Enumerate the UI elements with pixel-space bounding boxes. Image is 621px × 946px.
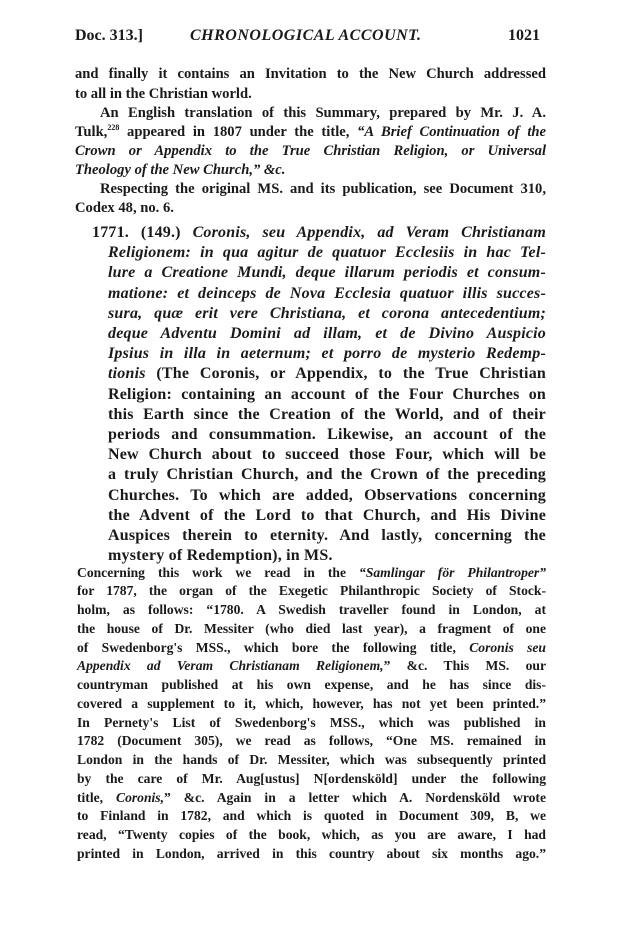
text-segment: a truly Christian Church, and the Crown of the preceding: [108, 466, 546, 484]
text-line: [77, 789, 546, 808]
text-line: [100, 180, 546, 199]
text-line: [77, 676, 546, 695]
text-line: [108, 425, 546, 445]
text-line: [77, 770, 546, 789]
text-line: [75, 161, 546, 180]
text-line: [108, 445, 546, 465]
text-line: [75, 85, 546, 104]
text-segment: London in the hands of Dr. Messiter, which was subsequently printed: [77, 752, 546, 768]
text-segment: periods and consummation. Likewise, an account of the: [108, 425, 546, 443]
text-segment: printed in London, arrived in this country about six months ago.”: [77, 845, 546, 861]
page-number: 1021: [508, 27, 540, 44]
text-segment: holm, as follows: “1780. A Swedish traveller found in London, at: [77, 602, 546, 618]
italic-text: Coronis seu: [469, 639, 546, 655]
italic-text: “A Brief Continuation of the: [357, 123, 546, 140]
text-segment: appeared in 1807 under the title,: [119, 123, 358, 140]
text-line: [77, 714, 546, 733]
text-segment: countryman published at his own expense, and he has since dis-: [77, 677, 546, 693]
text-line: [108, 405, 546, 425]
text-line: [77, 564, 546, 583]
text-line: [77, 582, 546, 601]
text-line: [108, 486, 546, 506]
text-line: [77, 639, 546, 658]
italic-text: Crown or Appendix to the True Christian Religion, or Universal: [75, 142, 546, 159]
text-line: [108, 243, 546, 263]
text-segment: to Finland in 1782, and which is quoted in Document 309, B, we: [77, 808, 546, 824]
text-segment: read, “Twenty copies of the book, which, as you are aware, I had: [77, 827, 546, 843]
text-line: [108, 506, 546, 526]
text-segment: Concerning this work we read in the: [77, 564, 360, 580]
italic-text: matione: et deinceps de Nova Ecclesia quatuor illis succes-: [108, 284, 546, 302]
text-line: [77, 732, 546, 751]
running-head-title: CHRONOLOGICAL ACCOUNT.: [190, 27, 422, 44]
text-segment: (The Coronis, or Appendix, to the True Christian: [145, 365, 546, 383]
italic-text: deque Adventu Domini ad illam, et de Divino Auspicio: [108, 324, 546, 342]
text-segment: Codex 48, no. 6.: [75, 200, 174, 217]
text-segment: ” &c. This MS. our: [383, 658, 546, 674]
text-segment: 1782 (Document 305), we read as follows, “One MS. remained in: [77, 733, 546, 749]
text-line: [75, 199, 546, 218]
text-line: [108, 263, 546, 283]
text-line: [100, 104, 546, 123]
text-segment: title,: [77, 789, 117, 805]
text-segment: Auspices therein to eternity. And lastly, concerning the: [108, 526, 546, 544]
text-segment: by the care of Mr. Aug[ustus] N[ordensköld] under the following: [77, 770, 546, 786]
italic-text: tionis: [108, 365, 146, 383]
text-line: [108, 465, 546, 485]
italic-text: Religionem: in qua agitur de quatuor Ecclesiis in hac Tel-: [108, 244, 546, 262]
text-segment: covered a supplement to it, which, however, has not yet been printed.”: [77, 695, 546, 711]
text-line: [75, 65, 546, 84]
text-line: [77, 695, 546, 714]
text-line: [108, 284, 546, 304]
text-segment: In Pernety's List of Swedenborg's MSS., which was published in: [77, 714, 546, 730]
text-line: [77, 807, 546, 826]
text-line: [77, 620, 546, 639]
text-segment: New Church about to succeed those Four, which will be: [108, 446, 546, 464]
text-line: [108, 304, 546, 324]
text-segment: Churches. To which are added, Observations concerning: [108, 486, 546, 504]
text-segment: this Earth since the Creation of the World, and of their: [108, 405, 546, 423]
italic-text: “Samlingar för Philantroper”: [359, 564, 546, 580]
text-segment: the Advent of the Lord to that Church, and His Divine: [108, 506, 546, 524]
text-line: [92, 223, 546, 243]
italic-text: Theology of the New Church,” &c.: [75, 161, 286, 178]
text-line: [77, 826, 546, 845]
text-line: [75, 142, 546, 161]
text-segment: Respecting the original MS. and its publication, see Document 310,: [100, 181, 546, 198]
running-head-doc-ref: Doc. 313.]: [75, 27, 143, 44]
text-segment: ” &c. Again in a letter which A. Nordensköld wrote: [164, 789, 546, 805]
footnote-ref: 228: [107, 122, 120, 132]
italic-text: lure a Creatione Mundi, deque illarum periodis et consum-: [108, 264, 546, 282]
text-line: [108, 364, 546, 384]
italic-text: Coronis, seu Appendix, ad Veram Christianam: [192, 223, 546, 241]
italic-text: Ipsius in illa in aeternum; et porro de mysterio Redemp-: [108, 345, 546, 363]
italic-text: Appendix ad Veram Christianam Religionem,: [77, 658, 384, 674]
text-segment: mystery of Redemption), in MS.: [108, 547, 333, 565]
text-line: [108, 526, 546, 546]
text-line: [77, 845, 546, 864]
text-segment: and finally it contains an Invitation to the New Church addressed: [75, 66, 546, 83]
italic-text: Coronis,: [116, 789, 164, 805]
text-segment: of Swedenborg's MSS., which bore the following title,: [77, 639, 470, 655]
text-segment: 1771. (149.): [92, 223, 193, 241]
text-line: [77, 601, 546, 620]
text-segment: to all in the Christian world.: [75, 85, 252, 102]
text-segment: Tulk,: [75, 123, 108, 140]
text-line: [108, 344, 546, 364]
text-segment: An English translation of this Summary, prepared by Mr. J. A.: [100, 104, 546, 121]
text-line: [75, 123, 546, 142]
text-line: [108, 385, 546, 405]
text-line: [77, 657, 546, 676]
italic-text: sura, quæ erit vere Christiana, et corona antecedentium;: [108, 304, 546, 322]
text-line: [108, 324, 546, 344]
text-segment: for 1787, the organ of the Exegetic Philanthropic Society of Stock-: [77, 583, 546, 599]
text-segment: the house of Dr. Messiter (who died last year), a fragment of one: [77, 620, 546, 636]
text-segment: Religion: containing an account of the Four Churches on: [108, 385, 546, 403]
text-line: [77, 751, 546, 770]
